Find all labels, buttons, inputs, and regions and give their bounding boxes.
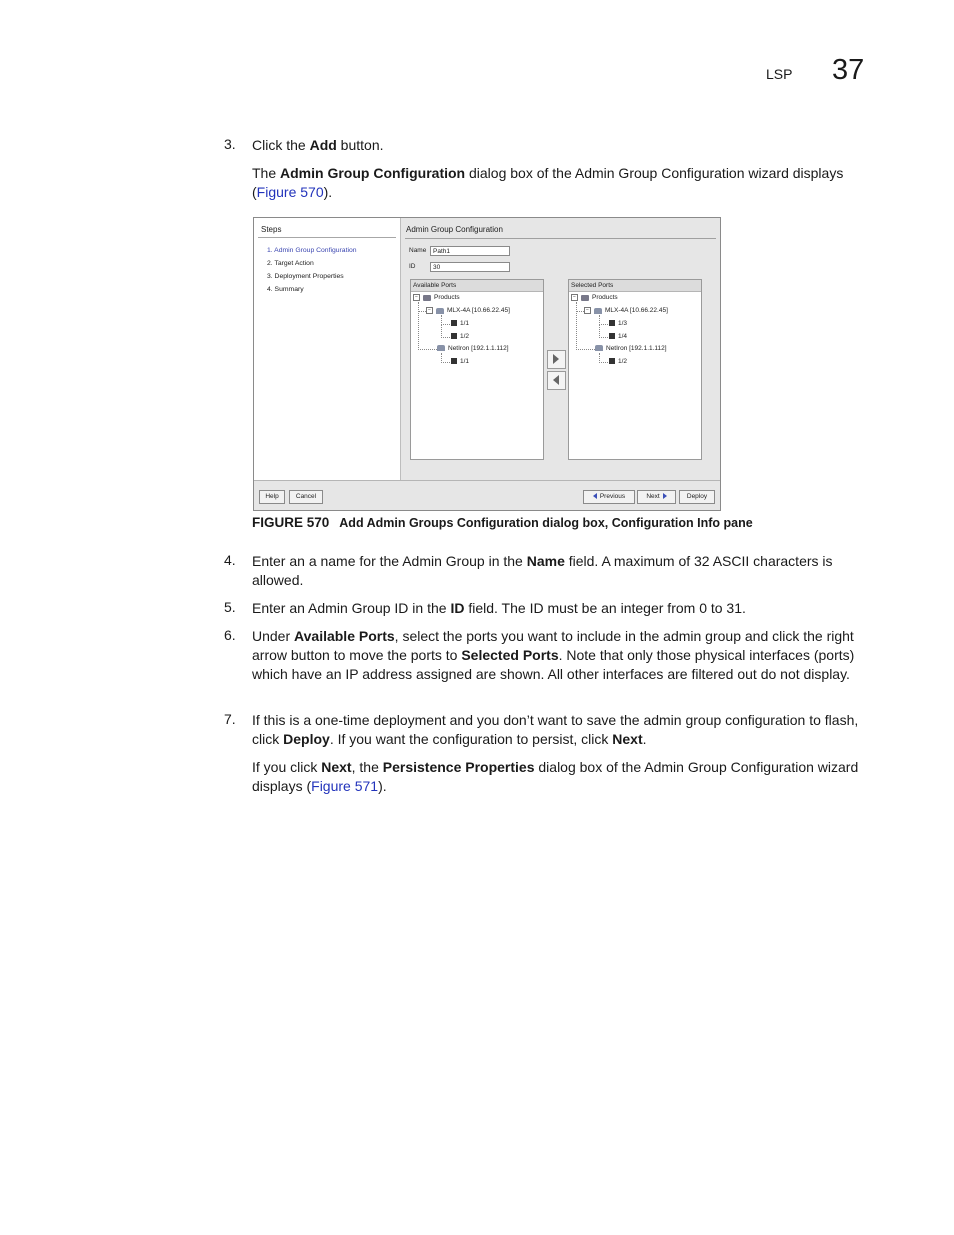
pane-title: Admin Group Configuration — [406, 225, 503, 234]
available-ports-panel[interactable] — [410, 279, 544, 460]
device-icon — [436, 308, 444, 314]
arrow-left-icon — [593, 493, 597, 499]
figure-570-link[interactable]: Figure 570 — [256, 184, 324, 200]
step-6-number: 6. — [224, 627, 236, 643]
arrow-right-icon — [663, 493, 667, 499]
cancel-button[interactable]: Cancel — [289, 490, 323, 504]
tree-node-port[interactable]: 1/2 — [609, 358, 627, 365]
figure-caption — [252, 515, 753, 530]
device-icon — [437, 345, 445, 351]
step-7-number: 7. — [224, 711, 236, 727]
step-4-text: Enter an a name for the Admin Group in the Name field. A maximum of 32 ASCII characters is allowed. — [252, 553, 833, 588]
step-5-number: 5. — [224, 599, 236, 615]
name-label: Name — [409, 247, 427, 254]
step-3-text: Click the Add button. — [252, 137, 384, 153]
running-header-section: LSP — [766, 66, 793, 82]
port-icon — [609, 333, 615, 339]
tree-node-port[interactable]: 1/2 — [451, 333, 469, 340]
arrow-left-icon — [553, 375, 559, 385]
step-5-text: Enter an Admin Group ID in the ID field. The ID must be an integer from 0 to 31. — [252, 600, 746, 616]
collapse-icon[interactable]: − — [571, 294, 578, 301]
products-icon — [581, 295, 589, 301]
figure-571-link[interactable]: Figure 571 — [311, 778, 379, 794]
step-3-number: 3. — [224, 136, 236, 152]
device-icon — [595, 345, 603, 351]
step-4-number: 4. — [224, 552, 236, 568]
step-7-result-text: If you click Next, the Persistence Properties dialog box of the Admin Group Configuration wizard displays (Figure 571). — [252, 759, 859, 794]
port-icon — [451, 320, 457, 326]
tree-node-device[interactable]: NetIron [192.1.1.112] — [437, 345, 509, 352]
step-7-text: If this is a one-time deployment and you don’t want to save the admin group configuration to flash, click Deploy. If you want the configuration to persist, click Next. — [252, 712, 859, 747]
id-input[interactable]: 30 — [430, 262, 510, 272]
steps-pane — [254, 218, 401, 480]
tree-node-device[interactable]: NetIron [192.1.1.112] — [595, 345, 667, 352]
admin-group-config-dialog — [253, 217, 721, 511]
tree-node-port[interactable]: 1/4 — [609, 333, 627, 340]
move-right-button[interactable] — [547, 350, 566, 369]
selected-ports-header: Selected Ports — [569, 280, 701, 292]
step-3-result-text: The Admin Group Configuration dialog box of the Admin Group Configuration wizard displays (Figure 570). — [252, 165, 844, 200]
step-item-admin-group-config[interactable]: 1. Admin Group Configuration — [267, 247, 357, 254]
products-icon — [423, 295, 431, 301]
name-input[interactable]: Path1 — [430, 246, 510, 256]
deploy-button[interactable]: Deploy — [679, 490, 715, 504]
tree-node-device[interactable]: − MLX-4A [10.66.22.45] — [426, 307, 510, 314]
move-left-button[interactable] — [547, 371, 566, 390]
port-icon — [609, 358, 615, 364]
available-ports-header: Available Ports — [411, 280, 543, 292]
collapse-icon[interactable]: − — [413, 294, 420, 301]
arrow-right-icon — [553, 354, 559, 364]
steps-title: Steps — [261, 225, 282, 234]
port-icon — [451, 333, 457, 339]
tree-node-port[interactable]: 1/3 — [609, 320, 627, 327]
step-item-summary[interactable]: 4. Summary — [267, 286, 304, 293]
collapse-icon[interactable]: − — [584, 307, 591, 314]
collapse-icon[interactable]: − — [426, 307, 433, 314]
figure-caption-text: Add Admin Groups Configuration dialog box, Configuration Info pane — [339, 516, 753, 530]
step-6-text: Under Available Ports, select the ports you want to include in the admin group and click the right arrow button to move the ports to Selected Ports. Note that only those physical interfaces (ports) which have an IP address assigned are shown. All other interfaces are filtered out do not display. — [252, 628, 855, 682]
tree-node-port[interactable]: 1/1 — [451, 358, 469, 365]
port-icon — [451, 358, 457, 364]
device-icon — [594, 308, 602, 314]
chapter-number: 37 — [832, 54, 865, 86]
tree-node-port[interactable]: 1/1 — [451, 320, 469, 327]
figure-label: FIGURE 570 — [252, 515, 330, 530]
selected-ports-panel[interactable] — [568, 279, 702, 460]
help-button[interactable]: Help — [259, 490, 285, 504]
previous-button[interactable]: Previous — [583, 490, 635, 504]
port-icon — [609, 320, 615, 326]
id-label: ID — [409, 263, 416, 270]
tree-node-products[interactable]: − Products — [571, 294, 618, 301]
step-item-deployment-properties[interactable]: 3. Deployment Properties — [267, 273, 344, 280]
step-item-target-action[interactable]: 2. Target Action — [267, 260, 314, 267]
tree-node-products[interactable]: − Products — [413, 294, 460, 301]
next-button[interactable]: Next — [637, 490, 676, 504]
tree-node-device[interactable]: − MLX-4A [10.66.22.45] — [584, 307, 668, 314]
